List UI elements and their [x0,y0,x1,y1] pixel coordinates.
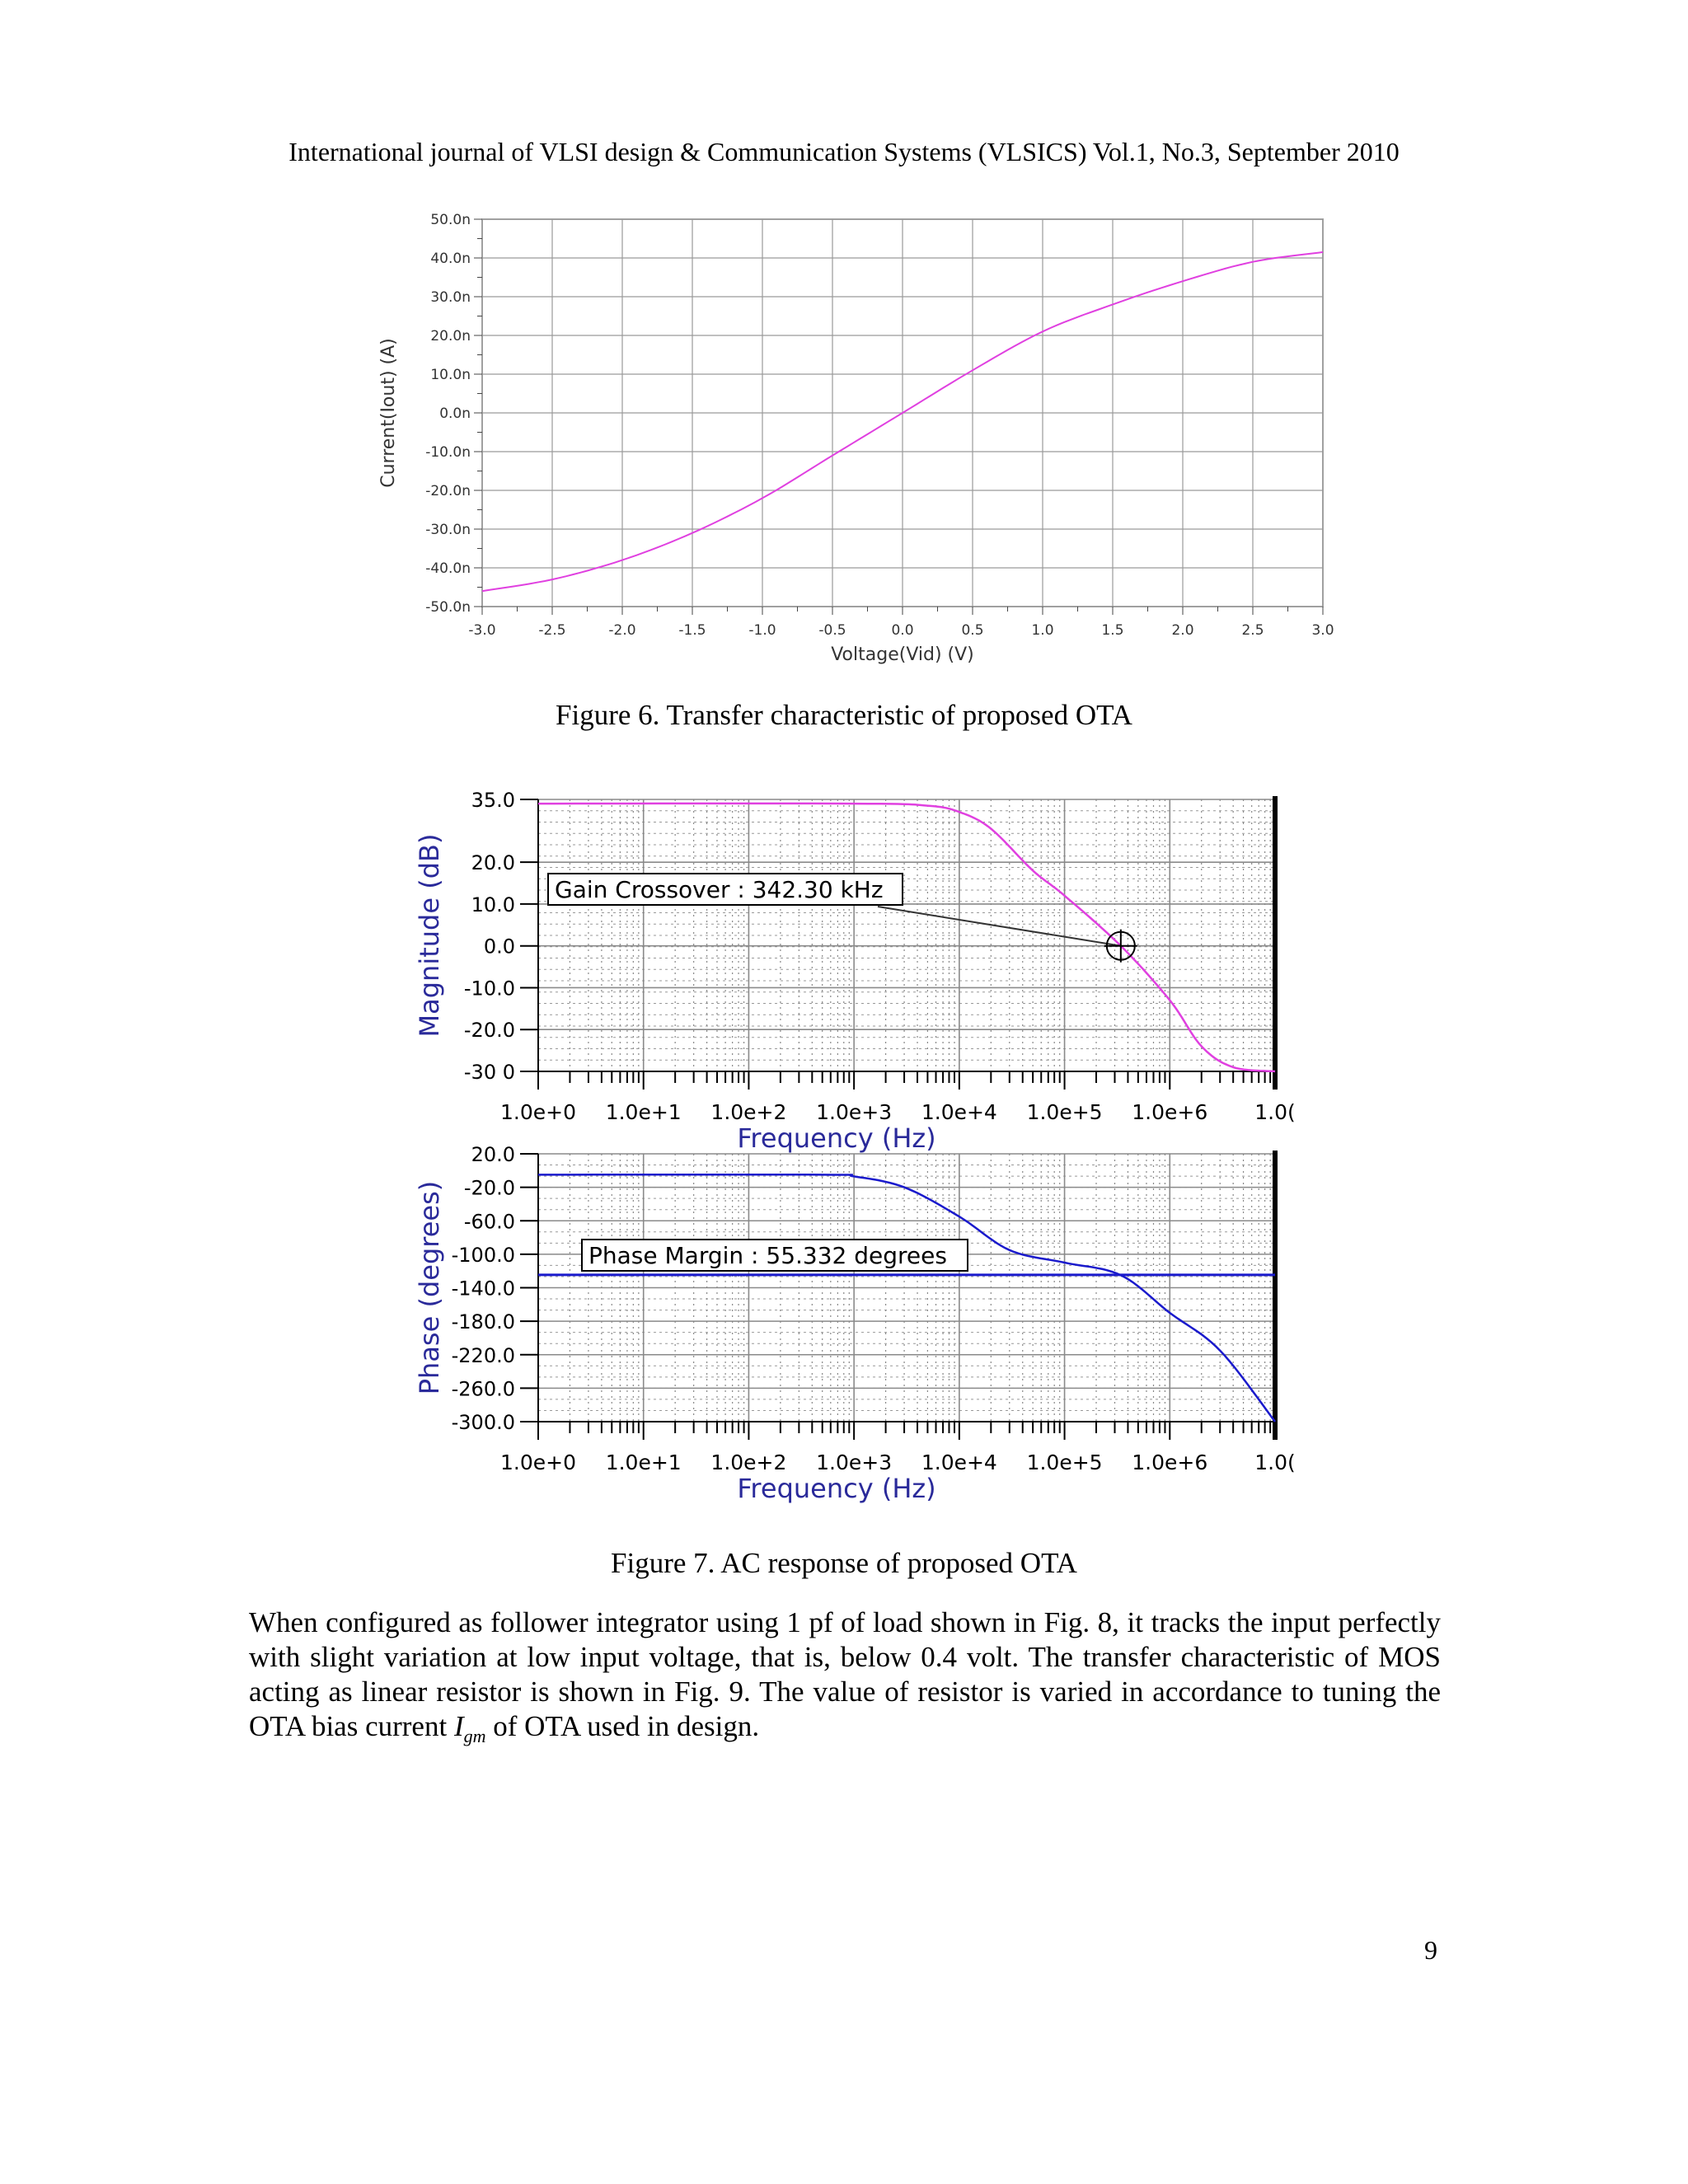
x-tick-label: -1.0 [748,622,776,639]
figure-6-caption: Figure 6. Transfer characteristic of proposed OTA [556,699,1132,731]
paragraph-text-end: of OTA used in design. [485,1710,760,1742]
x-tick-label: 1.0e+6 [1132,1100,1208,1124]
y-tick-label: -100.0 [451,1243,515,1267]
x-tick-label: 1.0e+3 [816,1100,893,1124]
y-axis-label: Phase (degrees) [414,1180,445,1395]
y-tick-label: -50.0n [425,599,471,616]
x-tick-label: 3.0 [1311,622,1334,639]
y-tick-label: 30.0n [430,289,471,306]
x-tick-label: 1.0 [1031,622,1054,639]
y-tick-label: -140.0 [451,1277,515,1301]
x-tick-label: -2.0 [608,622,636,639]
y-tick-label: 0.0n [439,405,471,422]
x-tick-label: 1.0e+4 [921,1100,997,1124]
y-tick-label: 20.0n [430,328,471,344]
y-tick-label: 0.0 [483,935,515,958]
x-tick-label: 1.0e+5 [1026,1451,1103,1474]
x-tick-label: 1.5 [1101,622,1124,639]
x-axis-label: Frequency (Hz) [737,1473,936,1504]
x-axis-label: Voltage(Vid) (V) [831,644,974,665]
x-tick-label: -1.5 [678,622,706,639]
x-tick-label: 2.5 [1241,622,1264,639]
gain-crossover-label: Gain Crossover : 342.30 kHz [555,876,884,903]
y-tick-label: 50.0n [430,212,471,228]
y-tick-label: 40.0n [430,251,471,267]
phase-margin-label: Phase Margin : 55.332 degrees [588,1242,947,1269]
x-tick-label: -3.0 [468,622,496,639]
figure-7-ac-response-chart [387,775,1302,1508]
bias-current-symbol: I [453,1710,464,1742]
y-axis-label: Current(Iout) (A) [378,338,399,488]
x-tick-label: 0.0 [891,622,914,639]
x-tick-label: 0.5 [961,622,984,639]
y-tick-label: -220.0 [451,1343,515,1367]
x-tick-label: 2.0 [1171,622,1194,639]
x-tick-label: 1.0e+2 [710,1100,787,1124]
y-axis-label: Magnitude (dB) [414,833,445,1038]
page-number: 9 [1424,1935,1437,1965]
y-tick-label: 10.0 [471,893,515,916]
y-tick-label: -10.0 [463,977,515,1001]
body-paragraph [249,1605,1441,1754]
x-tick-label: -0.5 [818,622,846,639]
y-tick-label: -20.0n [425,483,471,499]
y-tick-label: -30 0 [463,1061,515,1084]
y-tick-label: -300.0 [451,1411,515,1434]
y-tick-label: -60.0 [463,1210,515,1234]
x-tick-label: -2.5 [538,622,566,639]
bias-current-subscript: gm [463,1726,486,1746]
x-tick-label: 1.0e+5 [1026,1100,1103,1124]
y-tick-label: -180.0 [451,1310,515,1334]
y-tick-label: -10.0n [425,444,471,461]
x-tick-label: 1.0e+4 [921,1451,997,1474]
x-tick-label: 1.0e+1 [605,1451,682,1474]
y-tick-label: -20.0 [463,1019,515,1043]
y-tick-label: -20.0 [463,1176,515,1200]
x-tick-label: 1.0e+2 [710,1451,787,1474]
y-tick-label: -40.0n [425,560,471,577]
y-tick-label: 20.0 [471,1143,515,1166]
y-tick-label: 35.0 [471,789,515,812]
x-tick-label: 1.0e+6 [1132,1451,1208,1474]
x-tick-label: 1.0e+0 [500,1451,576,1474]
running-header: International journal of VLSI design & Communication Systems (VLSICS) Vol.1, No.3, September 2010 [288,137,1400,166]
x-axis-label: Frequency (Hz) [737,1122,936,1154]
x-tick-label: 1.0e+0 [500,1100,576,1124]
figure-6-transfer-characteristic-chart [363,206,1360,684]
x-tick-label: 1.0e+1 [605,1100,682,1124]
x-tick-label: 1.0( [1254,1100,1296,1124]
x-tick-label: 1.0( [1254,1451,1296,1474]
paragraph-text: When configured as follower integrator using 1 pf of load shown in Fig. 8, it tracks the input perfectly with slight variation at low input voltage, that is, below 0.4 volt. The transfer characteristic of MOS acting as linear resistor is shown in Fig. 9. The value of resistor is varied in accordance to tuning the OTA bias current [249,1606,1441,1742]
y-tick-label: -260.0 [451,1377,515,1401]
y-tick-label: 10.0n [430,367,471,383]
y-tick-label: 20.0 [471,851,515,875]
figure-7-caption: Figure 7. AC response of proposed OTA [611,1547,1077,1579]
x-tick-label: 1.0e+3 [816,1451,893,1474]
y-tick-label: -30.0n [425,522,471,538]
